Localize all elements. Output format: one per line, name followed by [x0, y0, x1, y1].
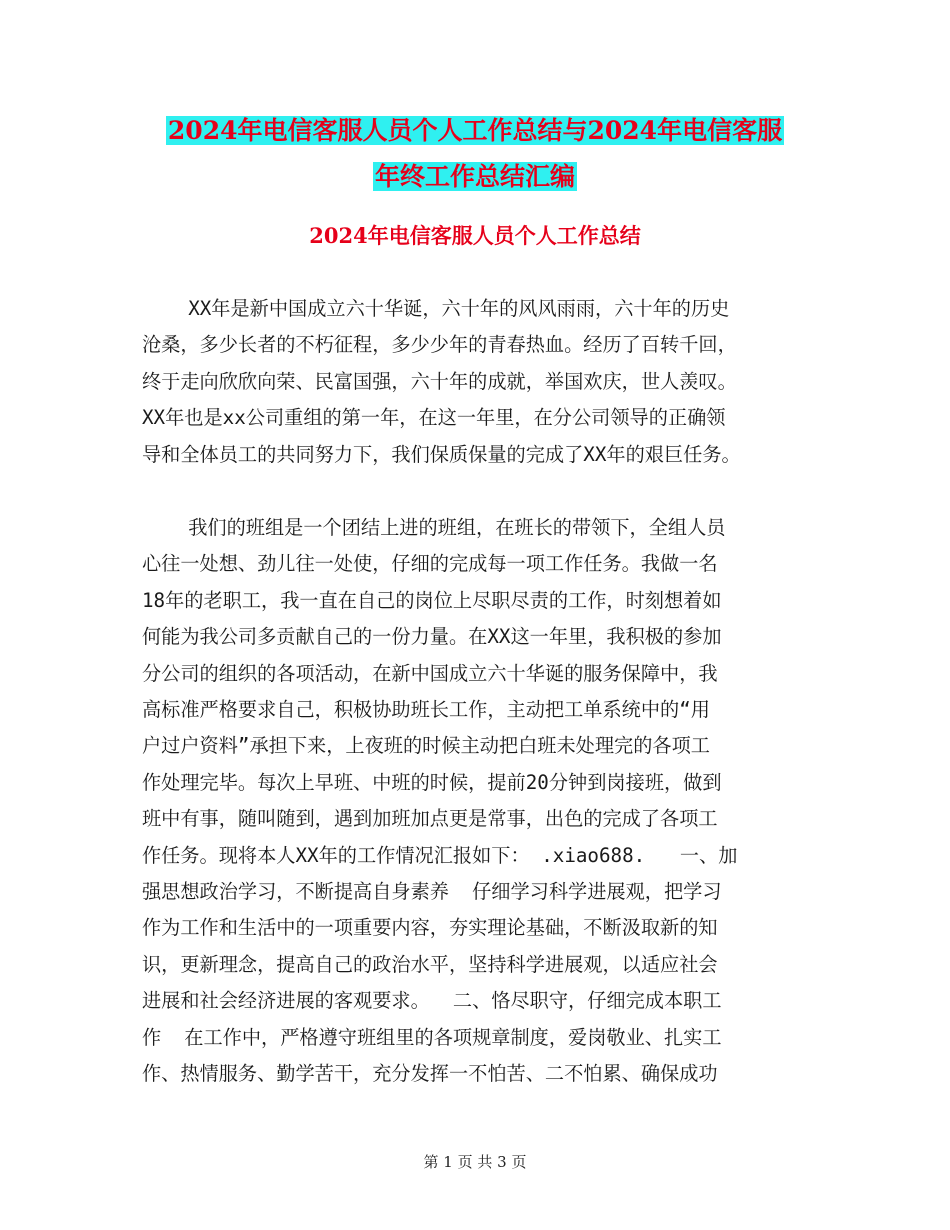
text-line: 高标准严格要求自己，积极协助班长工作，主动把工单系统中的“用: [142, 698, 710, 722]
text-line: 心往一处想、劲儿往一处使，仔细的完成每一项工作任务。我做一名: [142, 552, 718, 576]
text-line: XX年是新中国成立六十华诞，六十年的风风雨雨，六十年的历史: [142, 297, 730, 320]
paragraph-1: [142, 291, 822, 473]
text-line: 18年的老职工，我一直在自己的岗位上尽职尽责的工作，时刻想着如: [142, 588, 722, 612]
text-line: 作、热情服务、勤学苦干，充分发挥一不怕苦、二不怕累、确保成功: [142, 1062, 718, 1086]
text-line: 分公司的组织的各项活动，在新中国成立六十华诞的服务保障中，我: [142, 661, 718, 685]
text-line: 作为工作和生活中的一项重要内容，夯实理论基础，不断汲取新的知: [142, 916, 718, 940]
text-line: XX年也是xx公司重组的第一年，在这一年里，在分公司领导的正确领: [142, 406, 726, 430]
page-number: 第 1 页 共 3 页: [423, 1153, 527, 1171]
text-line: 强思想政治学习，不断提高自身素养 仔细学习科学进展观，把学习: [142, 880, 722, 904]
text-line: 终于走向欣欣向荣、民富国强，六十年的成就，举国欢庆，世人羡叹。: [142, 369, 737, 393]
text-line: 进展和社会经济进展的客观要求。 二、恪尽职守，仔细完成本职工: [142, 989, 722, 1013]
text-line: 作处理完毕。每次上早班、中班的时候，提前20分钟到岗接班，做到: [142, 770, 722, 794]
title-line-2: 年终工作总结汇编: [374, 162, 575, 191]
text-line: 识，更新理念，提高自己的政治水平，坚持科学进展观，以适应社会: [142, 952, 718, 976]
text-line: 班中有事，随叫随到，遇到加班加点更是常事，出色的完成了各项工: [142, 807, 718, 831]
text-line: 何能为我公司多贡献自己的一份力量。在XX这一年里，我积极的参加: [142, 625, 722, 649]
document-title: [0, 108, 950, 200]
text-line: 导和全体员工的共同努力下，我们保质保量的完成了XX年的艰巨任务。: [142, 442, 741, 466]
title-line-1: 2024年电信客服人员个人工作总结与2024年电信客服: [167, 116, 783, 145]
section-title: 2024年电信客服人员个人工作总结: [309, 223, 641, 248]
text-line: 作 在工作中，严格遵守班组里的各项规章制度，爱岗敬业、扎实工: [142, 1025, 722, 1049]
text-line: 我们的班组是一个团结上进的班组，在班长的带领下，全组人员: [142, 516, 726, 539]
text-line: 沧桑，多少长者的不朽征程，多少少年的青春热血。经历了百转千回，: [142, 333, 737, 357]
text-line: 户过户资料”承担下来，上夜班的时候主动把白班未处理完的各项工: [142, 734, 710, 758]
text-line: 作任务。现将本人XX年的工作情况汇报如下： .xiao688. 一、加: [142, 843, 738, 867]
paragraph-2: [142, 510, 822, 1093]
